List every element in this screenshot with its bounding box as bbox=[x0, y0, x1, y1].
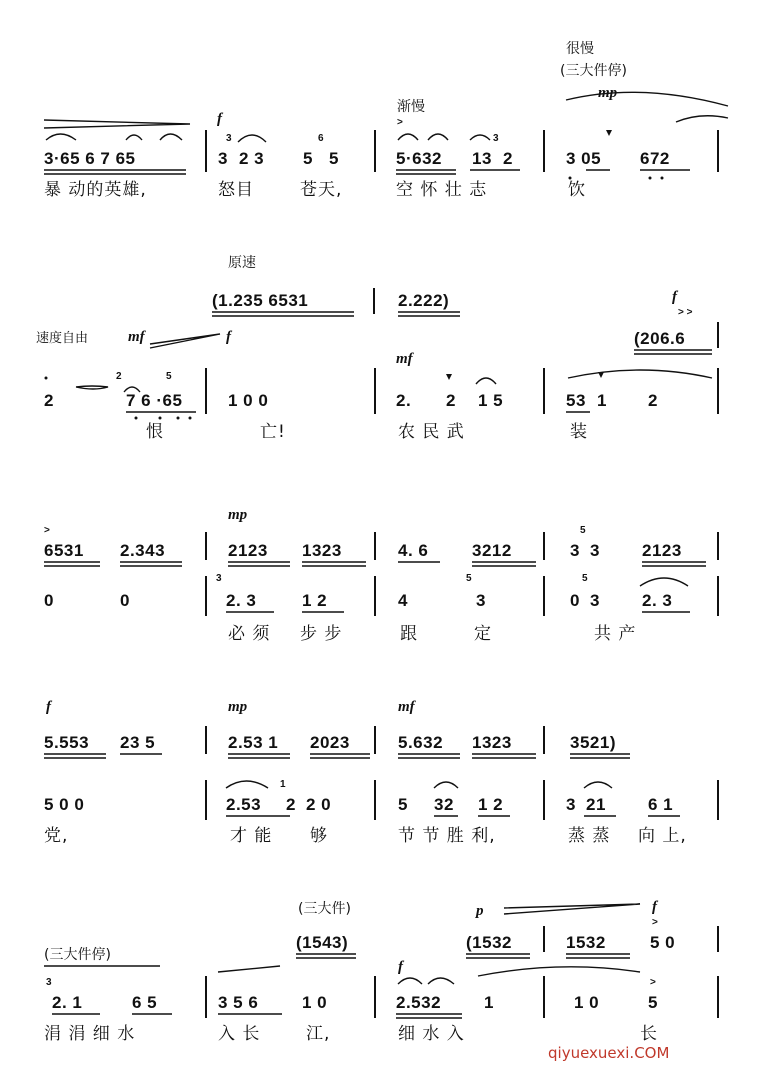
upper-note: 5.553 bbox=[44, 733, 90, 752]
lower-note: 21 bbox=[586, 795, 606, 814]
upper-note: 1323 bbox=[472, 733, 512, 752]
grace-note: 5 bbox=[580, 525, 586, 536]
lower-note: 0 bbox=[44, 591, 54, 610]
dynamic-f: f bbox=[652, 899, 657, 915]
dynamic-f: f bbox=[672, 289, 677, 305]
measure-4-note-a: 53 bbox=[566, 391, 586, 410]
accent-mark: > > bbox=[678, 307, 693, 318]
measure-2-note-c: 5 bbox=[303, 149, 313, 168]
lower-note: 1 2 bbox=[302, 591, 328, 610]
measure-4-note-b: 5 bbox=[648, 993, 658, 1012]
instrumental-line: (1.235 6531 bbox=[212, 291, 309, 310]
lyric: 必 须 bbox=[228, 624, 271, 644]
grace-note: 5 bbox=[582, 573, 588, 584]
lower-note: 3 bbox=[590, 591, 600, 610]
lyric: 苍天, bbox=[300, 180, 343, 200]
lyric: 入 长 bbox=[218, 1024, 261, 1044]
instrumental-line: 1532 bbox=[566, 933, 606, 952]
accent-mark: > bbox=[650, 977, 656, 988]
upper-note: 1323 bbox=[302, 541, 342, 560]
tempo-very-slow: 很慢 bbox=[566, 41, 594, 57]
lyric: 共 产 bbox=[594, 624, 637, 644]
grace-note: 1 bbox=[280, 779, 286, 790]
measure-1-notes: 3·65 6 7 65 bbox=[44, 149, 136, 168]
lyric: 才 能 bbox=[230, 826, 273, 846]
measure-1-note-a: 2. 1 bbox=[52, 993, 83, 1012]
dynamic-mp: mp bbox=[228, 699, 248, 715]
lyric: 怒目 bbox=[218, 180, 254, 200]
measure-4-note-b: 1 bbox=[597, 391, 607, 410]
tempo-gradually-slow: 渐慢 bbox=[397, 99, 425, 115]
measure-2-notes: 1 0 0 bbox=[228, 391, 269, 410]
grace-note: 3 bbox=[493, 133, 499, 144]
measure-4-note-b: 672 bbox=[640, 149, 670, 168]
lyric: 长 bbox=[640, 1024, 658, 1044]
lower-note: 3 bbox=[566, 795, 576, 814]
grace-note: 5 bbox=[466, 573, 472, 584]
upper-note: 3212 bbox=[472, 541, 512, 560]
dynamic-mf: mf bbox=[396, 351, 413, 367]
measure-2-note-a: 3 bbox=[218, 149, 228, 168]
instrument-label: (三大件) bbox=[298, 901, 351, 917]
upper-note: 3521) bbox=[570, 733, 616, 752]
measure-1-note-a: 2 bbox=[44, 391, 54, 410]
lyric: 农 民 武 bbox=[398, 422, 465, 442]
lower-note: 0 bbox=[570, 591, 580, 610]
measure-1-note-b: 6 5 bbox=[132, 993, 158, 1012]
measure-3-note-c: 2 bbox=[503, 149, 513, 168]
upper-note: 6531 bbox=[44, 541, 84, 560]
lyric: 够 bbox=[310, 826, 328, 846]
lyric: 步 步 bbox=[300, 624, 343, 644]
grace-note: 3 bbox=[226, 133, 232, 144]
lower-note: 2. 3 bbox=[226, 591, 257, 610]
lower-note: 2.53 bbox=[226, 795, 262, 814]
grace-note: 3 bbox=[216, 573, 222, 584]
measure-1-note-b: 7 6 ·65 bbox=[126, 391, 183, 410]
lyric: 饮 bbox=[568, 180, 586, 200]
measure-4-note-c: 2 bbox=[648, 391, 658, 410]
lyric: 江, bbox=[306, 1024, 331, 1044]
accent-mark: > bbox=[652, 917, 658, 928]
lyric: 恨 bbox=[146, 422, 164, 442]
dynamic-mf: mf bbox=[128, 329, 145, 345]
upper-note: 2023 bbox=[310, 733, 350, 752]
instrumental-line: (206.6 bbox=[634, 329, 686, 348]
measure-4-note-a: 3 05 bbox=[566, 149, 602, 168]
lyric: 定 bbox=[474, 624, 492, 644]
lyric: 暴 动的英雄, bbox=[44, 180, 147, 200]
grace-note: 5 bbox=[166, 371, 172, 382]
lower-note: 32 bbox=[434, 795, 454, 814]
dynamic-p: p bbox=[476, 903, 484, 919]
measure-3-note-b: 2 bbox=[446, 391, 456, 410]
grace-note: 3 bbox=[46, 977, 52, 988]
dynamic-f: f bbox=[46, 699, 51, 715]
upper-note: 2.343 bbox=[120, 541, 166, 560]
lower-note: 5 bbox=[398, 795, 408, 814]
lower-note: 5 0 0 bbox=[44, 795, 85, 814]
lyric: 空 怀 壮 志 bbox=[396, 180, 488, 200]
upper-note: 5.632 bbox=[398, 733, 444, 752]
upper-note: 23 5 bbox=[120, 733, 156, 752]
measure-3-note-c: 1 5 bbox=[478, 391, 504, 410]
lower-note: 2 bbox=[286, 795, 296, 814]
measure-3-note-a: 5·632 bbox=[396, 149, 442, 168]
measure-2-note-b: 1 0 bbox=[302, 993, 328, 1012]
measure-2-note-b: 2 3 bbox=[239, 149, 265, 168]
lyric: 蒸 蒸 bbox=[568, 826, 611, 846]
free-tempo-label: 速度自由 bbox=[36, 331, 89, 346]
upper-note: 2.53 1 bbox=[228, 733, 279, 752]
lower-note: 2. 3 bbox=[642, 591, 673, 610]
lower-note: 6 1 bbox=[648, 795, 674, 814]
lyric: 跟 bbox=[400, 624, 418, 644]
lyric: 党, bbox=[44, 826, 69, 846]
upper-note: 2123 bbox=[228, 541, 268, 560]
dynamic-f: f bbox=[398, 959, 403, 975]
instrument-stop-note: (三大件停) bbox=[560, 63, 627, 79]
measure-3-note-b: 1 bbox=[484, 993, 494, 1012]
instrumental-line: 2.222) bbox=[398, 291, 450, 310]
measure-3-note-a: 2. bbox=[396, 391, 412, 410]
instrumental-line: (1543) bbox=[296, 933, 349, 952]
tempo-original: 原速 bbox=[228, 255, 256, 271]
dynamic-f: f bbox=[226, 329, 231, 345]
upper-note: 3 bbox=[590, 541, 600, 560]
instrument-stop-note: (三大件停) bbox=[44, 947, 111, 963]
measure-3-note-a: 2.532 bbox=[396, 993, 442, 1012]
grace-note: 2 bbox=[116, 371, 122, 382]
instrumental-line: (1532 bbox=[466, 933, 512, 952]
dynamic-mf: mf bbox=[398, 699, 415, 715]
dynamic-mp: mp bbox=[598, 85, 618, 101]
lyric: 节 节 胜 利, bbox=[398, 826, 496, 846]
instrumental-line: 5 0 bbox=[650, 933, 676, 952]
lyric: 细 水 入 bbox=[398, 1024, 465, 1044]
accent-mark: > bbox=[44, 525, 50, 536]
lower-note: 0 bbox=[120, 591, 130, 610]
lyric: 装 bbox=[570, 422, 588, 442]
lower-note: 3 bbox=[476, 591, 486, 610]
accent-mark: > bbox=[397, 117, 403, 128]
dynamic-mp: mp bbox=[228, 507, 248, 523]
site-watermark: qiyuexuexi.COM bbox=[548, 1044, 670, 1062]
measure-4-note-a: 1 0 bbox=[574, 993, 600, 1012]
grace-note: 6 bbox=[318, 133, 324, 144]
upper-note: 2123 bbox=[642, 541, 682, 560]
lower-note: 1 2 bbox=[478, 795, 504, 814]
dynamic-f: f bbox=[217, 111, 222, 127]
upper-note: 4. 6 bbox=[398, 541, 429, 560]
measure-2-note-d: 5 bbox=[329, 149, 339, 168]
lyric: 向 上, bbox=[638, 826, 687, 846]
lower-note: 4 bbox=[398, 591, 408, 610]
lower-note: 2 0 bbox=[306, 795, 332, 814]
measure-3-note-b: 13 bbox=[472, 149, 492, 168]
lyric: 亡! bbox=[260, 422, 286, 442]
upper-note: 3 bbox=[570, 541, 580, 560]
lyric: 涓 涓 细 水 bbox=[44, 1024, 136, 1044]
measure-2-note-a: 3 5 6 bbox=[218, 993, 259, 1012]
